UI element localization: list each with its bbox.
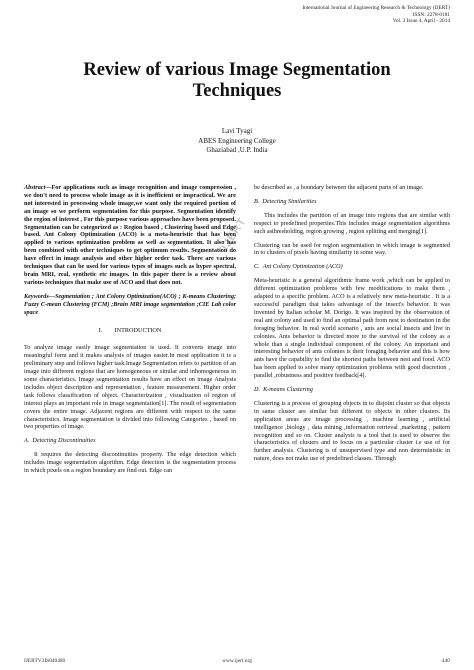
subsection-heading-c: C. Ant Colony Optimization (ACO) (254, 263, 343, 271)
keywords-body: —Segmentation ; Ant Colony Optimization(ACO) ; K-means Clustering; Fuzzy C-mean Clustering (FCM) ;Brain MRI image segmentation ;CIE Lab color space (24, 292, 236, 316)
author-location: Ghaziabad ,U.P. India (206, 146, 268, 154)
journal-url: www.ijert.org (222, 658, 252, 664)
subsection-heading-a: A. Detecting Discontinuities (24, 437, 96, 445)
title-line-2: Techniques (192, 81, 282, 101)
introduction-paragraph: To analyze image easily image segmentation is used. It converts image into meaningful form and it makes analysis of images easier.In most application it is a preliminary step and follows higher task.Image Segmentation refers to partition of an image into different regions that are homogeneous or similar and inhomogeneous in some characteristics. Image segmentation results have an effect on image Analysis includes object description and representation , feature measurement. Higher order task follows classification of object. Characterization , visualization of region of interest plays an important role in image segmentation[1]. The result of segmentation covers the entire image. Adjacent regions are different with respect to the same characteristics. Image segmentation is divided into following Categories , based on two properties of image. (24, 344, 236, 431)
clustering-paragraph: Clustering can be used for region segmentation in which image is segmented in to clusters of pixels having similarity in some way. (254, 241, 450, 257)
abstract-body: —For applications such as image recognition and image compression , we don't need to process whole image as it is inefficient or impractical. We are not interested in processing whole image,we want only the required portion of an image so we perform segmentation for this purpose. Segmentation identify the region of interest , For this purpose various approaches have been proposed. Segmentation can be categorized as : Region based , Clustering based and Edge based. Ant Colony Optimization (ACO) is a meta-heuristic that has been applied to various optimization problem as well as segmentation. It also has been combined with other techniques to get optimum results. Segmentation do have effect in image analysis and other higher order task. There are various techniques that can be used for various types of images such as hyper spectral, brain MRI, real, synthetic etc images. In this paper there is a review about various techniques that make use of ACO and that does not. (24, 184, 236, 286)
watermark: IJERT (219, 215, 249, 253)
paper-id: IJERTV3IS040480 (24, 658, 66, 664)
abstract-heading: Abstract (24, 184, 46, 191)
subsection-a-paragraph: It requires the detecting discontinuities property. The edge detection which includes image segmentation algorithm. Edge detection is the segmentation process in which pixels on a region boundary are find out. Edge can (24, 451, 236, 475)
subsection-heading-d: D. K-means Clustering (254, 386, 313, 394)
journal-name: International Journal of Engineering Research & Technology (IJERT) (302, 5, 450, 11)
subsection-heading-b: B. Detecting Similarities (254, 197, 317, 205)
title-line-1: Review of various Image Segmentation (83, 60, 391, 80)
aco-paragraph: Meta-heuristic is a general algorithmic frame work ,which can be applied to different optimization problems with few modifications to make them , adapted to a specific problem. ACO is a relatively new meta-heuristic . It is a successful paradigm that takes advantage of the insect's behavior. It was invented by Italian scholar M. Dorigo. It was inspired by the observation of real ant colony and used to find an optimal path from nest to destination in the foraging behavior. In real world scenario , ants are social insects and live in colonies. Ants behavior is directed more to the survival of the colony as a whole than a single individual component of the colony. An important and interesting behavior of ants colonies is their foraging behavior and this is how ants have the capability to find the shortest paths between nest and food. ACO has been applied to solve many optimization problems with good discretion , parallel ,robustness and positive feedback[4]. (254, 277, 450, 380)
author-affiliation: ABES Engineering College (198, 136, 276, 145)
abstract (24, 184, 236, 287)
author-block (0, 127, 474, 156)
subsection-b-paragraph: This includes the partition of an image into regions that are similar with respect to predefined properties.This includes image segmentation algorithms such asthresholding, region growing , region splitting and merging[1]. (254, 211, 450, 235)
journal-header (302, 5, 450, 25)
page-number: 440 (441, 658, 450, 664)
keywords-heading: Keywords (24, 292, 49, 300)
left-column (24, 184, 236, 475)
right-column (254, 184, 450, 463)
keywords (24, 293, 236, 317)
author-name: Lavi Tyagi (221, 127, 253, 135)
volume-issue: Vol. 3 Issue 4, April - 2014 (392, 18, 450, 25)
issn: ISSN: 2278-0181 (412, 11, 450, 18)
paper-title (0, 60, 474, 102)
continued-paragraph: be described as , a boundary between the adjacent parts of an image. (254, 184, 424, 191)
section-heading-introduction: I. INTRODUCTION (98, 326, 162, 334)
kmeans-paragraph: Clustering is a process of grouping objects in to disjoint cluster so that objects in same cluster are similar but different to objects in other clusters. Its application areas are image processing , machine learning , artificial intelligence ,biology , data mining ,information retrieval ,marketing , pattern recognition and so on. Cluster analysis is a tool that is used to observe the characteristics of clusters and to focus on a particular cluster i.e use of for further analysis. Clustering is of unsupervised type and non deterministic in nature, does not make use of predefined classes. Through (254, 399, 450, 463)
